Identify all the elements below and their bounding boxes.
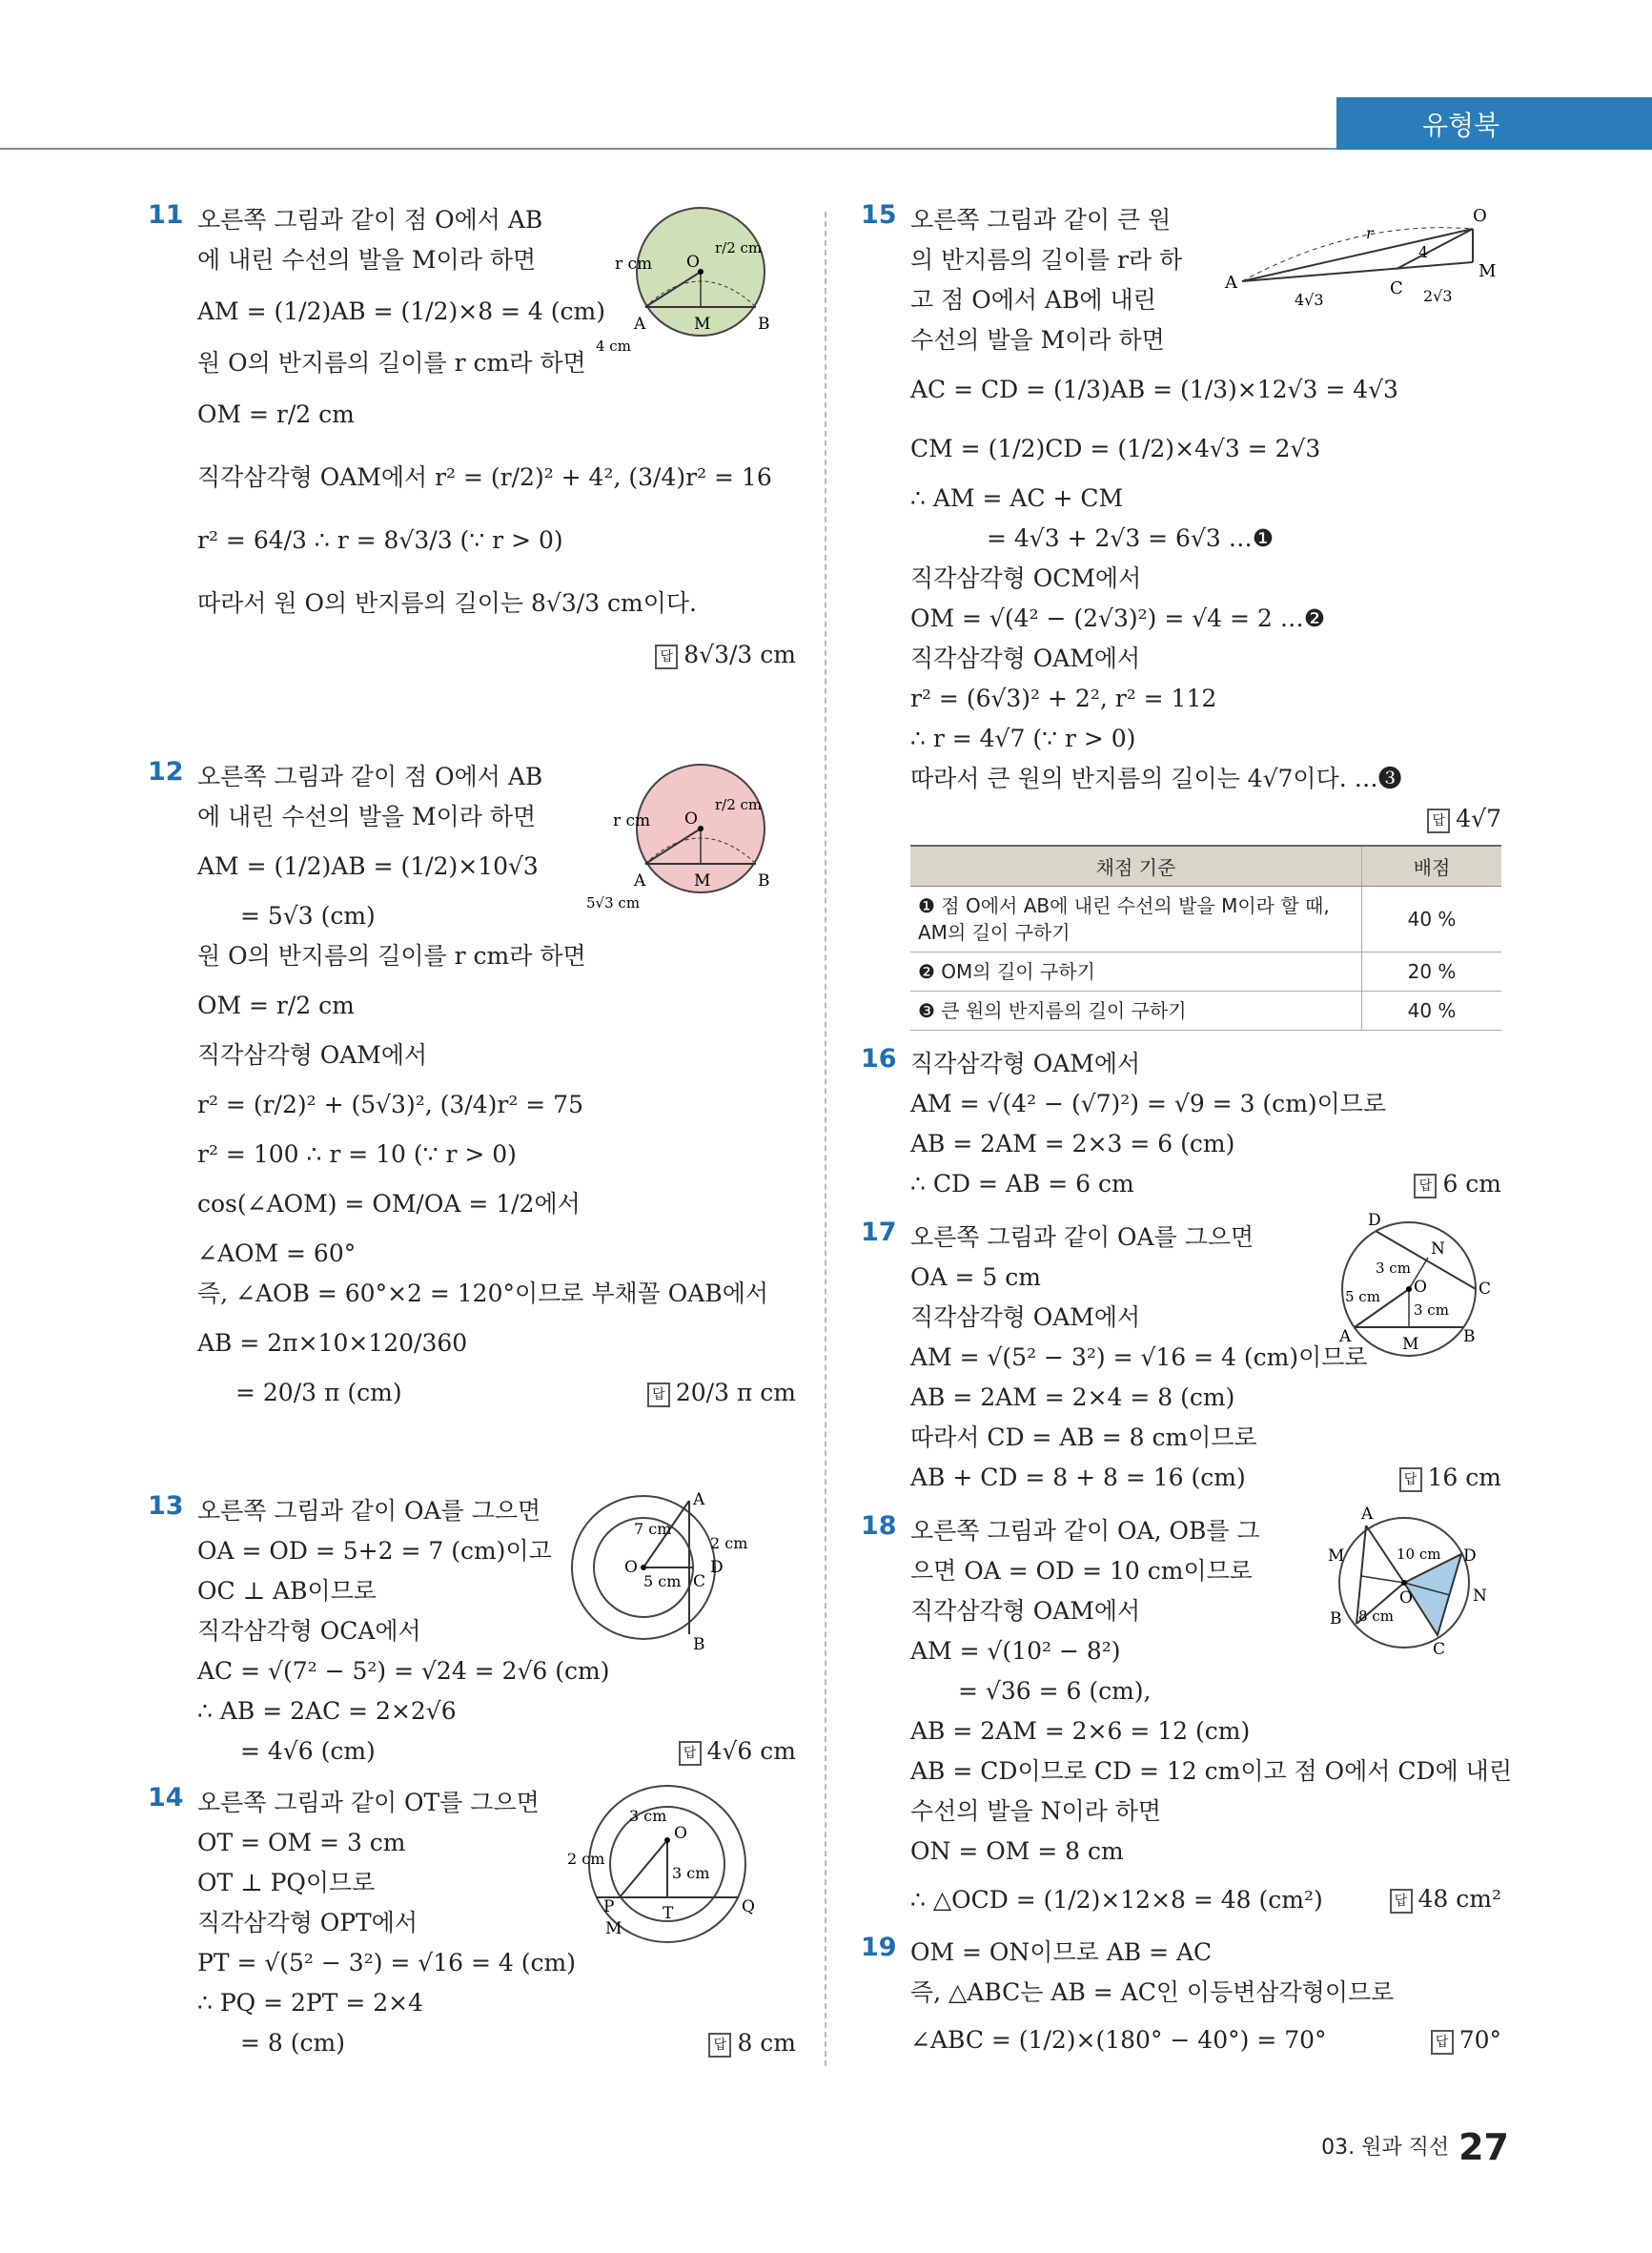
fig-label: D (1368, 1211, 1381, 1230)
fig-label: M (605, 1919, 622, 1938)
table-row (910, 952, 1501, 992)
fig-label: A (1361, 1505, 1374, 1524)
page-number: 27 (1458, 2126, 1509, 2168)
fig-label: N (1473, 1587, 1487, 1606)
text-line: r² = (6√3)² + 2², r² = 112 (910, 685, 1217, 712)
fig-label: 4√3 (1295, 291, 1324, 309)
fig-label: M (694, 871, 711, 891)
text-line: 직각삼각형 OAM에서 (197, 1041, 428, 1069)
text-line: 오른쪽 그림과 같이 점 O에서 AB (197, 206, 543, 234)
text-line: 오른쪽 그림과 같이 OA를 그으면 (197, 1497, 541, 1525)
fig-label: 3 cm (672, 1864, 710, 1882)
score-cell: 40 % (1362, 887, 1502, 952)
text-line: AB = 2π×10×120/360 (197, 1329, 468, 1357)
fig-label: T (663, 1904, 674, 1923)
problem-number: 18 (861, 1511, 897, 1541)
fig-label: O (684, 809, 698, 829)
fig-label: O (1473, 206, 1487, 226)
table-header: 채점 기준 (910, 846, 1362, 887)
text-line: 오른쪽 그림과 같이 큰 원 (910, 206, 1172, 234)
answer-icon: 답 (708, 2033, 731, 2058)
answer-icon: 답 (1431, 2030, 1454, 2055)
fig-label: O (686, 253, 700, 272)
problem-number: 14 (148, 1783, 184, 1813)
text-line: OT ⊥ PQ이므로 (197, 1869, 376, 1896)
text-line: AB = 2AM = 2×6 = 12 (cm) (910, 1717, 1251, 1745)
figure-17 (1318, 1208, 1501, 1370)
problem-11 (148, 200, 796, 744)
problem-14 (148, 1783, 796, 2069)
answer-text: 70° (1458, 2026, 1501, 2054)
text-line: OM = ON이므로 AB = AC (910, 1938, 1213, 1966)
fig-label: A (1225, 273, 1237, 293)
figure-11 (596, 200, 786, 362)
text-line: 수선의 발을 M이라 하면 (910, 326, 1165, 354)
problem-number: 17 (861, 1218, 897, 1247)
fig-label: P (603, 1897, 615, 1916)
problem-number: 19 (861, 1933, 897, 1962)
text-line: 오른쪽 그림과 같이 OT를 그으면 (197, 1789, 540, 1816)
text-line: r² = 100 ∴ r = 10 (∵ r > 0) (197, 1140, 517, 1168)
fig-label: 5 cm (643, 1572, 682, 1590)
table-header: 배점 (1362, 846, 1502, 887)
text-line: 따라서 큰 원의 반지름의 길이는 4√7이다. …❸ (910, 765, 1402, 792)
fig-label: r/2 cm (715, 796, 763, 813)
answer-icon: 답 (1427, 809, 1450, 833)
text-line: ON = OM = 8 cm (910, 1837, 1124, 1865)
text-line: = 5√3 (cm) (240, 902, 376, 930)
text-line: AB + CD = 8 + 8 = 16 (cm) (910, 1464, 1246, 1491)
fig-label: 5√3 cm (586, 894, 641, 911)
fig-label: 2 cm (710, 1534, 748, 1552)
text-line: AM = (1/2)AB = (1/2)×8 = 4 (cm) (197, 297, 606, 325)
fig-label: 3 cm (1414, 1301, 1449, 1319)
answer-text: 20/3 π cm (675, 1379, 796, 1406)
fig-label: M (694, 315, 711, 334)
text-line: 으면 OA = OD = 10 cm이므로 (910, 1557, 1253, 1585)
text-line: ∠AOM = 60° (197, 1239, 357, 1267)
scoring-table (910, 845, 1501, 1031)
problem-15 (861, 200, 1501, 1031)
fig-label: B (1330, 1609, 1342, 1628)
text-line: 오른쪽 그림과 같이 OA, OB를 그 (910, 1517, 1260, 1545)
answer-text: 48 cm² (1417, 1885, 1501, 1913)
problem-number: 15 (861, 200, 897, 230)
fig-label: 2√3 (1423, 287, 1453, 305)
text-line: OA = 5 cm (910, 1263, 1041, 1291)
text-line: ∠ABC = (1/2)×(180° − 40°) = 70° (910, 2026, 1327, 2054)
text-line: r² = (r/2)² + (5√3)², (3/4)r² = 75 (197, 1091, 583, 1118)
text-line: AB = 2AM = 2×4 = 8 (cm) (910, 1383, 1235, 1411)
text-line: AM = √(10² − 8²) (910, 1637, 1121, 1665)
text-line: 원 O의 반지름의 길이를 r cm라 하면 (197, 942, 586, 970)
answer (197, 635, 796, 675)
text-line: = 20/3 π (cm) (235, 1379, 402, 1406)
text-line: 직각삼각형 OPT에서 (197, 1909, 418, 1936)
criterion-cell: ❷ OM의 길이 구하기 (910, 952, 1362, 992)
text-line: OM = √(4² − (2√3)²) = √4 = 2 …❷ (910, 604, 1326, 632)
answer-icon: 답 (1390, 1889, 1413, 1914)
fig-label: B (1463, 1327, 1476, 1346)
text-line: 오른쪽 그림과 같이 점 O에서 AB (197, 763, 543, 790)
text-line: AM = (1/2)AB = (1/2)×10√3 (197, 852, 539, 880)
text-line: AB = CD이므로 CD = 12 cm이고 점 O에서 CD에 내린 (910, 1757, 1512, 1785)
answer (910, 799, 1501, 839)
text-line: 고 점 O에서 AB에 내린 (910, 286, 1156, 314)
text-line: ∴ △OCD = (1/2)×12×8 = 48 (cm²) (910, 1886, 1323, 1914)
text-line: 수선의 발을 N이라 하면 (910, 1797, 1162, 1825)
fig-label: r cm (615, 255, 653, 274)
criterion-cell: ❸ 큰 원의 반지름의 길이 구하기 (910, 992, 1362, 1031)
figure-12 (586, 757, 786, 919)
problem-number: 11 (148, 200, 184, 230)
text-line: AB = 2AM = 2×3 = 6 (cm) (910, 1130, 1235, 1157)
problem-number: 16 (861, 1044, 897, 1074)
fig-label: 8 cm (1358, 1608, 1394, 1625)
text-line: ∴ AB = 2AC = 2×2√6 (197, 1697, 457, 1725)
fig-label: C (693, 1572, 706, 1591)
answer-text: 6 cm (1442, 1170, 1501, 1198)
fig-label: B (758, 315, 770, 334)
answer-text: 16 cm (1427, 1464, 1501, 1491)
problem-18 (861, 1505, 1512, 1919)
answer-icon: 답 (679, 1741, 702, 1766)
fig-label: A (1339, 1327, 1352, 1346)
fig-label: r cm (613, 811, 651, 830)
section-tab-label: 유형북 (1422, 109, 1500, 141)
fig-label: 10 cm (1397, 1546, 1441, 1563)
text-line: cos(∠AOM) = OM/OA = 1/2에서 (197, 1190, 581, 1218)
fig-label: 4 cm (596, 338, 631, 355)
fig-label: M (1402, 1335, 1419, 1354)
chapter-title: 03. 원과 직선 (1321, 2136, 1450, 2160)
fig-label: C (1390, 278, 1403, 298)
text-line: ∴ r = 4√7 (∵ r > 0) (910, 725, 1136, 752)
fig-label: O (624, 1558, 638, 1577)
fig-label: O (1399, 1588, 1413, 1608)
text-line: ∴ AM = AC + CM (910, 484, 1124, 512)
text-line: 직각삼각형 OAM에서 (910, 645, 1141, 672)
problem-number: 12 (148, 757, 184, 787)
text-line: 즉, ∠AOB = 60°×2 = 120°이므로 부채꼴 OAB에서 (197, 1280, 768, 1307)
column-divider (825, 212, 826, 2066)
text-line: AC = CD = (1/3)AB = (1/3)×12√3 = 4√3 (910, 376, 1398, 403)
answer-text: 8√3/3 cm (683, 641, 796, 668)
problem-19 (861, 1933, 1501, 2060)
answer-text: 4√6 cm (706, 1737, 796, 1765)
text-line: ∴ CD = AB = 6 cm (910, 1170, 1134, 1198)
criterion-cell: ❶ 점 O에서 AB에 내린 수선의 발을 M이라 할 때, AM의 길이 구하기 (910, 887, 1362, 952)
problem-number: 13 (148, 1491, 184, 1521)
text-line: 원 O의 반지름의 길이를 r cm라 하면 (197, 349, 586, 377)
text-line: PT = √(5² − 3²) = √16 = 4 (cm) (197, 1949, 576, 1976)
text-line: 의 반지름의 길이를 r라 하 (910, 246, 1183, 274)
fig-label: Q (742, 1897, 755, 1916)
text-line: CM = (1/2)CD = (1/2)×4√3 = 2√3 (910, 435, 1321, 462)
text-line: = 4√3 + 2√3 = 6√3 …❶ (987, 524, 1275, 552)
text-line: 직각삼각형 OAM에서 r² = (r/2)² + 4², (3/4)r² = 16 (197, 463, 772, 491)
text-line: = 8 (cm) (240, 2029, 345, 2057)
fig-label: O (1414, 1278, 1427, 1297)
text-line: 에 내린 수선의 발을 M이라 하면 (197, 803, 537, 830)
problem-17 (861, 1211, 1501, 1498)
fig-label: r/2 cm (715, 239, 763, 256)
text-line: 오른쪽 그림과 같이 OA를 그으면 (910, 1223, 1254, 1251)
fig-label: A (634, 315, 646, 334)
problem-13 (148, 1491, 796, 1770)
fig-label: O (674, 1824, 687, 1843)
text-line: OM = r/2 cm (197, 400, 355, 428)
text-line: ∴ PQ = 2PT = 2×4 (197, 1989, 424, 2017)
answer-icon: 답 (647, 1383, 670, 1407)
fig-label: 2 cm (567, 1850, 605, 1868)
problem-12 (148, 757, 796, 1478)
problem-16 (861, 1044, 1501, 1204)
fig-label: B (758, 871, 770, 891)
answer-icon: 답 (655, 645, 678, 669)
fig-label: 7 cm (634, 1520, 672, 1538)
text-line: 따라서 원 O의 반지름의 길이는 8√3/3 cm이다. (197, 589, 698, 617)
table-row (910, 992, 1501, 1031)
fig-label: C (1479, 1280, 1492, 1299)
answer-icon: 답 (1399, 1467, 1422, 1492)
page-footer (1321, 2126, 1509, 2168)
text-line: 즉, △ABC는 AB = AC인 이등변삼각형이므로 (910, 1978, 1395, 2006)
text-line: 직각삼각형 OAM에서 (910, 1050, 1141, 1077)
fig-label: r (1366, 224, 1374, 242)
fig-label: 3 cm (629, 1807, 667, 1825)
fig-label: M (1479, 261, 1497, 281)
text-line: OC ⊥ AB이므로 (197, 1577, 377, 1605)
fig-label: 3 cm (1376, 1260, 1411, 1277)
text-line: AM = √(4² − (√7)²) = √9 = 3 (cm)이므로 (910, 1090, 1387, 1117)
figure-14 (567, 1783, 758, 1955)
fig-label: A (634, 871, 646, 891)
text-line: AC = √(7² − 5²) = √24 = 2√6 (cm) (197, 1657, 610, 1685)
fig-label: C (1433, 1640, 1446, 1659)
left-column (148, 200, 796, 2082)
text-line: r² = 64/3 ∴ r = 8√3/3 (∵ r > 0) (197, 526, 563, 554)
figure-15 (1223, 200, 1501, 324)
text-line: OA = OD = 5+2 = 7 (cm)이고 (197, 1537, 552, 1565)
figure-13 (567, 1491, 758, 1653)
text-line: = 4√6 (cm) (240, 1737, 376, 1765)
figure-18 (1309, 1502, 1499, 1664)
right-column (861, 200, 1512, 2074)
text-line: 직각삼각형 OAM에서 (910, 1597, 1141, 1625)
text-line: 직각삼각형 OCM에서 (910, 564, 1142, 592)
text-line: OT = OM = 3 cm (197, 1829, 406, 1856)
text-line: OM = r/2 cm (197, 992, 355, 1019)
fig-label: 5 cm (1345, 1288, 1380, 1305)
table-row (910, 887, 1501, 952)
text-line: 따라서 CD = AB = 8 cm이므로 (910, 1423, 1257, 1451)
fig-label: 4 (1418, 243, 1429, 261)
score-cell: 40 % (1362, 992, 1502, 1031)
answer-icon: 답 (1414, 1174, 1437, 1198)
fig-label: D (710, 1558, 724, 1577)
fig-label: A (693, 1491, 705, 1509)
text-line: = √36 = 6 (cm), (958, 1677, 1152, 1705)
fig-label: D (1463, 1546, 1477, 1566)
fig-label: B (693, 1635, 705, 1653)
answer-text: 4√7 (1456, 805, 1501, 832)
text-line: 직각삼각형 OAM에서 (910, 1303, 1141, 1331)
text-line: 에 내린 수선의 발을 M이라 하면 (197, 246, 537, 274)
text-line: AM = √(5² − 3²) = √16 = 4 (cm)이므로 (910, 1343, 1368, 1371)
score-cell: 20 % (1362, 952, 1502, 992)
section-tab (1336, 97, 1652, 150)
fig-label: M (1328, 1546, 1345, 1566)
answer-text: 8 cm (737, 2029, 796, 2057)
fig-label: N (1431, 1239, 1445, 1259)
text-line: 직각삼각형 OCA에서 (197, 1617, 421, 1645)
